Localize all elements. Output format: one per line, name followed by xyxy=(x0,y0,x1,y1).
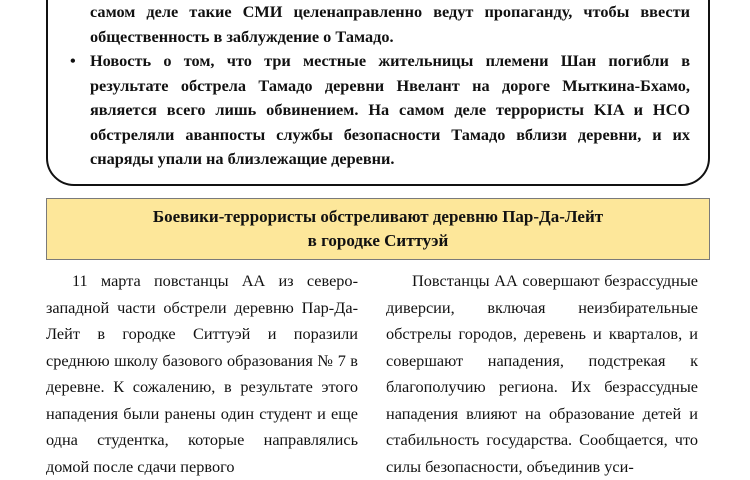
article-title-banner xyxy=(46,198,710,260)
article-column-right xyxy=(386,268,698,480)
article-left-paragraph: 11 марта повстанцы АА из северо-западной части обстрели деревню Пар-Да-Лейт в городке Ситтуэй и поразили среднюю школу базового образования № 7 в деревне. К сожалению, в результате этого нападения были ранены один студент и еще одна студентка, которые направлялись домой после сдачи первого xyxy=(46,271,358,476)
article-column-left xyxy=(46,268,358,480)
callout-bullet-2-text: Новость о том, что три местные жительницы племени Шан погибли в результате обстрела Тамадо деревни Нвелант на дороге Мыткина-Бхамо, является всего лишь обвинением. На самом деле террористы KIA и НСО обстреляли аванпосты службы безопасности Тамадо вблизи деревни, и их снаряды упали на близлежащие деревни. xyxy=(90,51,690,168)
callout-text xyxy=(70,0,690,172)
callout-bullet-1-tail: самом деле такие СМИ целенаправленно ведут пропаганду, чтобы ввести общественность в заблуждение о Тамадо. xyxy=(90,2,690,46)
bullet-icon: • xyxy=(70,51,76,70)
article-right-paragraph: Повстанцы АА совершают безрассудные диверсии, включая неизбирательные обстрелы городов, деревень и кварталов, и совершают нападения, подстрекая к благополучию региона. Их безрассудные нападения влияют на образование детей и стабильность государства. Сообщается, что силы безопасности, объединив уси- xyxy=(386,271,698,476)
article-title-line-2: в городке Ситтуэй xyxy=(307,231,449,250)
article-title-line-1: Боевики-террористы обстреливают деревню Пар-Да-Лейт xyxy=(152,207,604,226)
callout-bullet-2 xyxy=(70,49,690,172)
